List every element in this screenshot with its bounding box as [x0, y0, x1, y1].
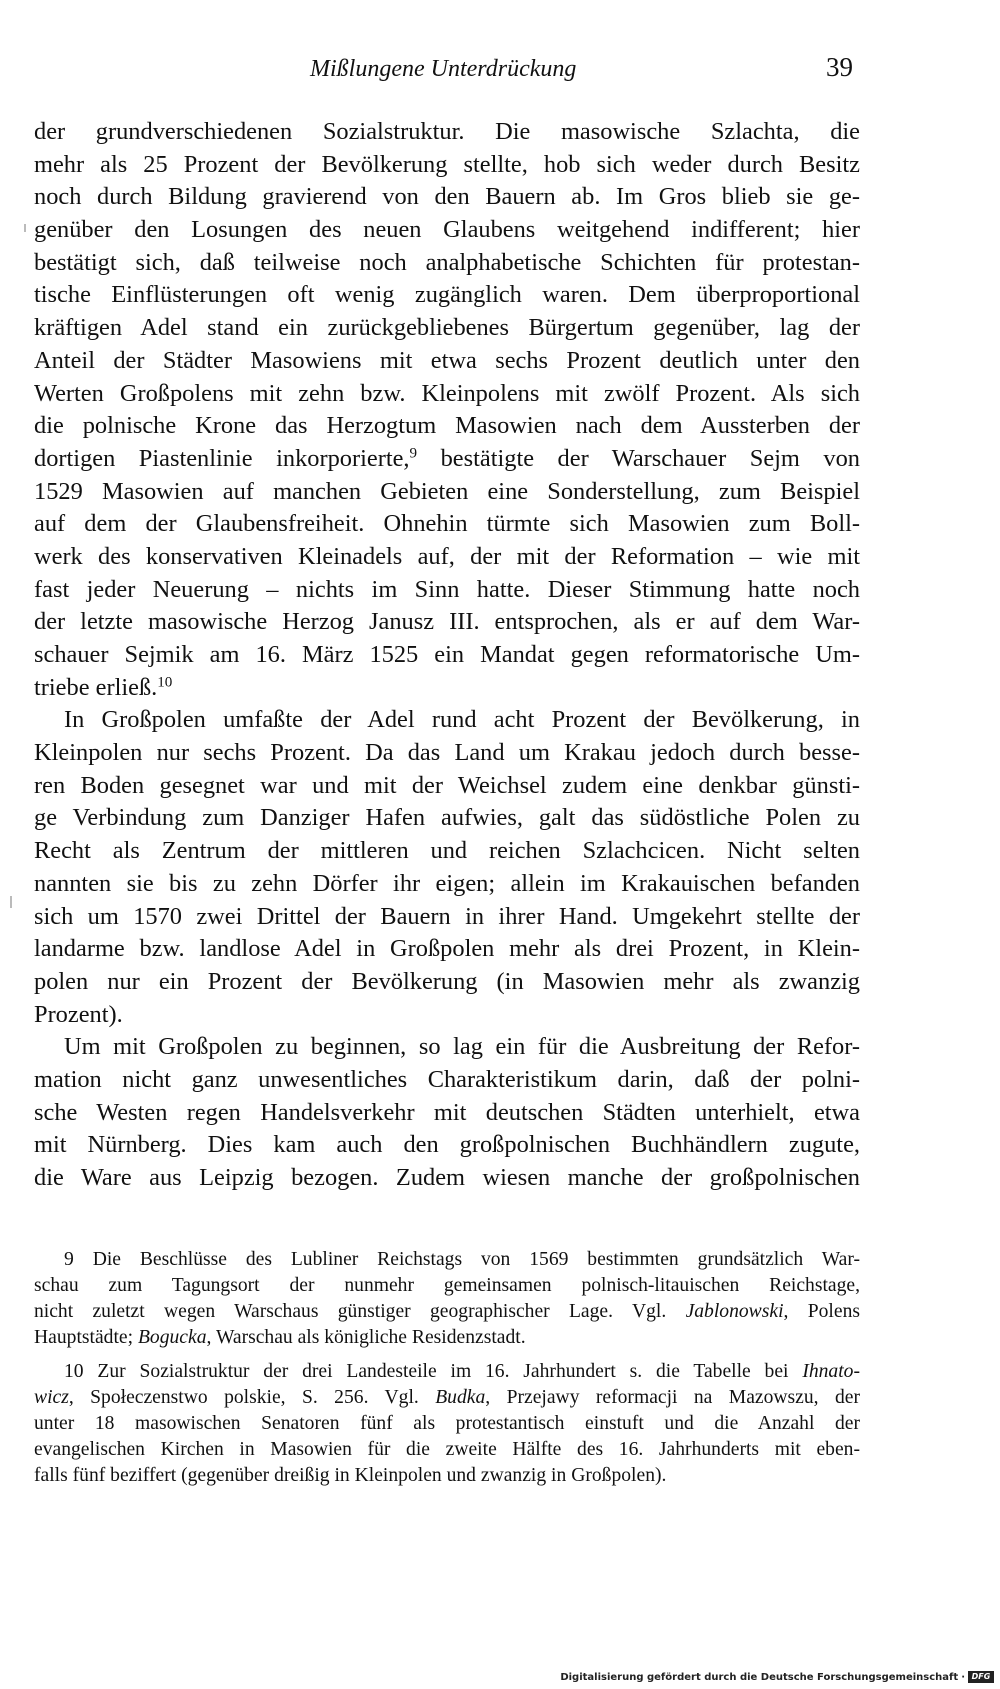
body-line-text: bestätigte der Warschauer Sejm von	[417, 444, 860, 472]
body-line: sche Westen regen Handelsverkehr mit deutschen Städten unterhielt, etwa	[34, 1098, 860, 1126]
footnote-text: , Społeczenstwo polskie, S. 256. Vgl.	[68, 1387, 436, 1408]
dfg-logo-icon: DFG	[968, 1671, 994, 1683]
body-line: werk des konservativen Kleinadels auf, der mit der Reformation – wie mit	[34, 542, 860, 570]
body-line: Recht als Zentrum der mittleren und reichen Szlachcicen. Nicht selten	[34, 837, 860, 865]
footnote-10-line: evangelischen Kirchen in Masowien für die zweite Hälfte des 16. Jahrhunderts mit eben-	[34, 1439, 860, 1460]
footnote-10-line: unter 18 masowischen Senatoren fünf als protestantisch einstuft und die Anzahl der	[34, 1413, 860, 1434]
footnote-9-line	[34, 1247, 860, 1273]
body-line: sich um 1570 zwei Drittel der Bauern in ihrer Hand. Umgekehrt stellte der	[34, 902, 860, 930]
body-line: der grundverschiedenen Sozialstruktur. Die masowische Szlachta, die	[34, 118, 860, 145]
author-name: Budka	[435, 1387, 486, 1408]
digitization-credit: Digitalisierung gefördert durch die Deutsche Forschungsgemeinschaft · DFG	[560, 1669, 994, 1685]
body-line: ren Boden gesegnet war und mit der Weichsel zudem eine denkbar günsti-	[34, 771, 860, 799]
margin-mark	[24, 224, 26, 232]
footnote-9-line	[34, 1325, 860, 1351]
footnote-10-line: falls fünf beziffert (gegenüber dreißig in Kleinpolen und zwanzig in Großpolen).	[34, 1465, 667, 1486]
body-line: die Ware aus Leipzig bezogen. Zudem wiesen manche der großpolnischen	[34, 1164, 860, 1191]
footnotes	[34, 1247, 860, 1489]
body-line: Um mit Großpolen zu beginnen, so lag ein für die Ausbreitung der Refor-	[64, 1033, 860, 1061]
footnote-text: , Przejawy reformacji na Mazowszu, der	[485, 1387, 860, 1408]
footnote-10-line	[34, 1359, 860, 1385]
body-text	[34, 116, 860, 1195]
body-line: der letzte masowische Herzog Janusz III. entsprochen, als er auf dem War-	[34, 608, 860, 636]
body-line: genüber den Losungen des neuen Glaubens weitgehend indifferent; hier	[34, 216, 860, 244]
body-line: Anteil der Städter Masowiens mit etwa sechs Prozent deutlich unter den	[34, 346, 860, 374]
body-line: nannten sie bis zu zehn Dörfer ihr eigen; allein im Krakauischen befanden	[34, 869, 860, 897]
credit-text: Digitalisierung gefördert durch die Deutsche Forschungsgemeinschaft	[560, 1671, 959, 1683]
author-name: Jablonowski	[685, 1301, 784, 1322]
body-line-text: dortigen Piastenlinie inkorporierte,	[34, 444, 410, 472]
author-name: Bogucka	[137, 1327, 207, 1348]
body-line: Prozent).	[34, 1000, 123, 1028]
body-line	[34, 672, 860, 705]
body-line: mit Nürnberg. Dies kam auch den großpolnischen Buchhändlern zugute,	[34, 1131, 860, 1159]
footnote-ref-10[interactable]: 10	[157, 674, 173, 691]
body-line-text: triebe erließ.	[34, 673, 158, 701]
author-name: wicz	[34, 1387, 69, 1408]
body-line	[34, 443, 860, 476]
footnote-text: Zur Sozialstruktur der drei Landesteile im 16. Jahrhundert s. die Tabelle bei	[97, 1361, 803, 1382]
footnote-text: nicht zuletzt wegen Warschaus günstiger geographischer Lage. Vgl.	[34, 1301, 686, 1322]
running-title: Mißlungene Unterdrückung	[310, 56, 577, 82]
body-line: In Großpolen umfaßte der Adel rund acht Prozent der Bevölkerung, in	[64, 706, 860, 734]
body-line: polen nur ein Prozent der Bevölkerung (in Masowien mehr als zwanzig	[34, 967, 860, 995]
footnote-text: Hauptstädte;	[34, 1327, 138, 1348]
body-line: Werten Großpolens mit zehn bzw. Kleinpolens mit zwölf Prozent. Als sich	[34, 379, 860, 407]
body-line: mehr als 25 Prozent der Bevölkerung stellte, hob sich weder durch Besitz	[34, 150, 860, 178]
body-line: schauer Sejmik am 16. März 1525 ein Mandat gegen reformatorische Um-	[34, 641, 860, 668]
body-line: bestätigt sich, daß teilweise noch analphabetische Schichten für protestan-	[34, 248, 860, 276]
page-number: 39	[826, 52, 853, 82]
author-name: Ihnato-	[802, 1361, 860, 1382]
footnote-number: 10	[64, 1361, 84, 1382]
body-line: ge Verbindung zum Danziger Hafen aufwies, galt das südöstliche Polen zu	[34, 804, 860, 832]
footnote-9-line	[34, 1299, 860, 1325]
margin-mark	[10, 896, 12, 908]
footnote-text: Die Beschlüsse des Lubliner Reichstags von 1569 bestimmten grundsätzlich War-	[92, 1249, 860, 1270]
footnote-9-line: schau zum Tagungsort der nunmehr gemeinsamen polnisch-litauischen Reichstage,	[34, 1275, 860, 1296]
body-line: Kleinpolen nur sechs Prozent. Da das Land um Krakau jedoch durch besse-	[34, 739, 860, 767]
body-line: 1529 Masowien auf manchen Gebieten eine Sonderstellung, zum Beispiel	[34, 477, 860, 505]
body-line: landarme bzw. landlose Adel in Großpolen mehr als drei Prozent, in Klein-	[34, 935, 860, 963]
body-line: tische Einflüsterungen oft wenig zugänglich waren. Dem überproportional	[34, 281, 860, 309]
body-line: mation nicht ganz unwesentliches Charakteristikum darin, daß der polni-	[34, 1065, 860, 1093]
footnote-text: , Warschau als königliche Residenzstadt.	[206, 1327, 526, 1348]
body-line: noch durch Bildung gravierend von den Bauern ab. Im Gros blieb sie ge-	[34, 183, 860, 211]
footnote-ref-9[interactable]: 9	[409, 445, 418, 462]
body-line: die polnische Krone das Herzogtum Masowien nach dem Aussterben der	[34, 412, 860, 440]
footnote-number: 9	[64, 1249, 74, 1270]
footnote-text: , Polens	[783, 1301, 860, 1322]
footnote-10-line	[34, 1385, 860, 1411]
footnote-gap	[34, 1351, 860, 1359]
body-line: auf dem der Glaubensfreiheit. Ohnehin türmte sich Masowien zum Boll-	[34, 510, 860, 538]
body-line: kräftigen Adel stand ein zurückgebliebenes Bürgertum gegenüber, lag der	[34, 314, 860, 342]
running-header	[0, 52, 1000, 92]
body-line: fast jeder Neuerung – nichts im Sinn hatte. Dieser Stimmung hatte noch	[34, 575, 860, 603]
